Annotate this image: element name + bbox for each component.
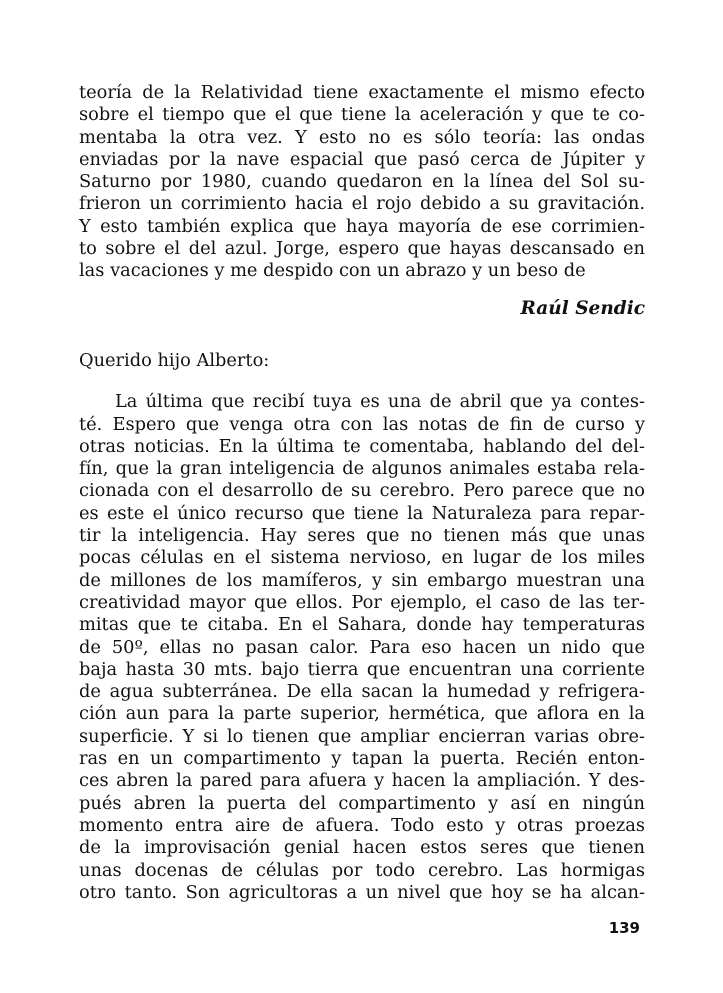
text-line: las vacaciones y me despido con un abrazo y un beso de — [79, 260, 586, 282]
text-line: Saturno por 1980, cuando quedaron en la línea del Sol su- — [79, 171, 645, 193]
text-line: otras noticias. En la última te comentaba, hablando del del- — [79, 435, 645, 457]
text-line: to sobre el del azul. Jorge, espero que hayas descansado en — [79, 238, 645, 260]
letter-page — [79, 82, 645, 904]
text-line: teoría de la Relatividad tiene exactamente el mismo efecto — [79, 82, 645, 103]
text-line: creatividad mayor que ellos. Por ejemplo, el caso de las ter- — [79, 591, 645, 613]
text-line: de agua subterránea. De ella sacan la humedad y refrigera- — [79, 681, 645, 703]
text-line: frieron un corrimiento hacia el rojo debido a su gravitación. — [79, 193, 645, 215]
text-line: sobre el tiempo que el que tiene la aceleración y que te co- — [79, 104, 645, 126]
text-line: de millones de los mamíferos, y sin embargo muestran una — [79, 569, 645, 591]
text-line: momento entra aire de afuera. Todo esto y otras proezas — [79, 814, 645, 836]
text-line: ción aun para la parte superior, hermética, que aflora en la — [79, 703, 645, 725]
text-line: La última que recibí tuya es una de abril que ya contes- — [115, 391, 645, 413]
text-line: es este el único recurso que tiene la Naturaleza para repar- — [79, 502, 645, 524]
text-line: superficie. Y si lo tienen que ampliar encierran varias obre- — [79, 725, 645, 747]
text-line: enviadas por la nave espacial que pasó cerca de Júpiter y — [79, 148, 645, 170]
page-number: 139 — [608, 919, 640, 937]
text-line: de 50º, ellas no pasan calor. Para eso hacen un nido que — [79, 636, 645, 658]
text-line: pocas células en el sistema nervioso, en lugar de los miles — [79, 547, 645, 569]
text-line: mitas que te citaba. En el Sahara, donde hay temperaturas — [79, 614, 645, 636]
text-line: ces abren la pared para afuera y hacen la ampliación. Y des- — [79, 770, 645, 792]
text-line: de la improvisación genial hacen estos seres que tienen — [79, 837, 645, 859]
signature: Raúl Sendic — [520, 297, 645, 319]
text-line: otro tanto. Son agricultoras a un nivel que hoy se ha alcan- — [79, 881, 645, 903]
text-line: ras en un compartimento y tapan la puerta. Recién enton- — [79, 748, 645, 770]
paragraph-2 — [79, 391, 645, 904]
text-line: pués abren la puerta del compartimento y así en ningún — [79, 792, 645, 814]
text-line: baja hasta 30 mts. bajo tierra que encuentran una corriente — [79, 658, 645, 680]
text-line: tir la inteligencia. Hay seres que no tienen más que unas — [79, 525, 645, 547]
text-line: mentaba la otra vez. Y esto no es sólo teoría: las ondas — [79, 126, 645, 148]
paragraph-1 — [79, 82, 645, 283]
text-line: fín, que la gran inteligencia de algunos animales estaba rela- — [79, 458, 645, 480]
salutation: Querido hijo Alberto: — [79, 349, 270, 371]
text-line: Y esto también explica que haya mayoría de ese corrimien- — [79, 215, 645, 237]
text-line: cionada con el desarrollo de su cerebro. Pero parece que no — [79, 480, 645, 502]
text-line: unas docenas de células por todo cerebro. Las hormigas — [79, 859, 645, 881]
text-line: té. Espero que venga otra con las notas de fin de curso y — [79, 413, 645, 435]
